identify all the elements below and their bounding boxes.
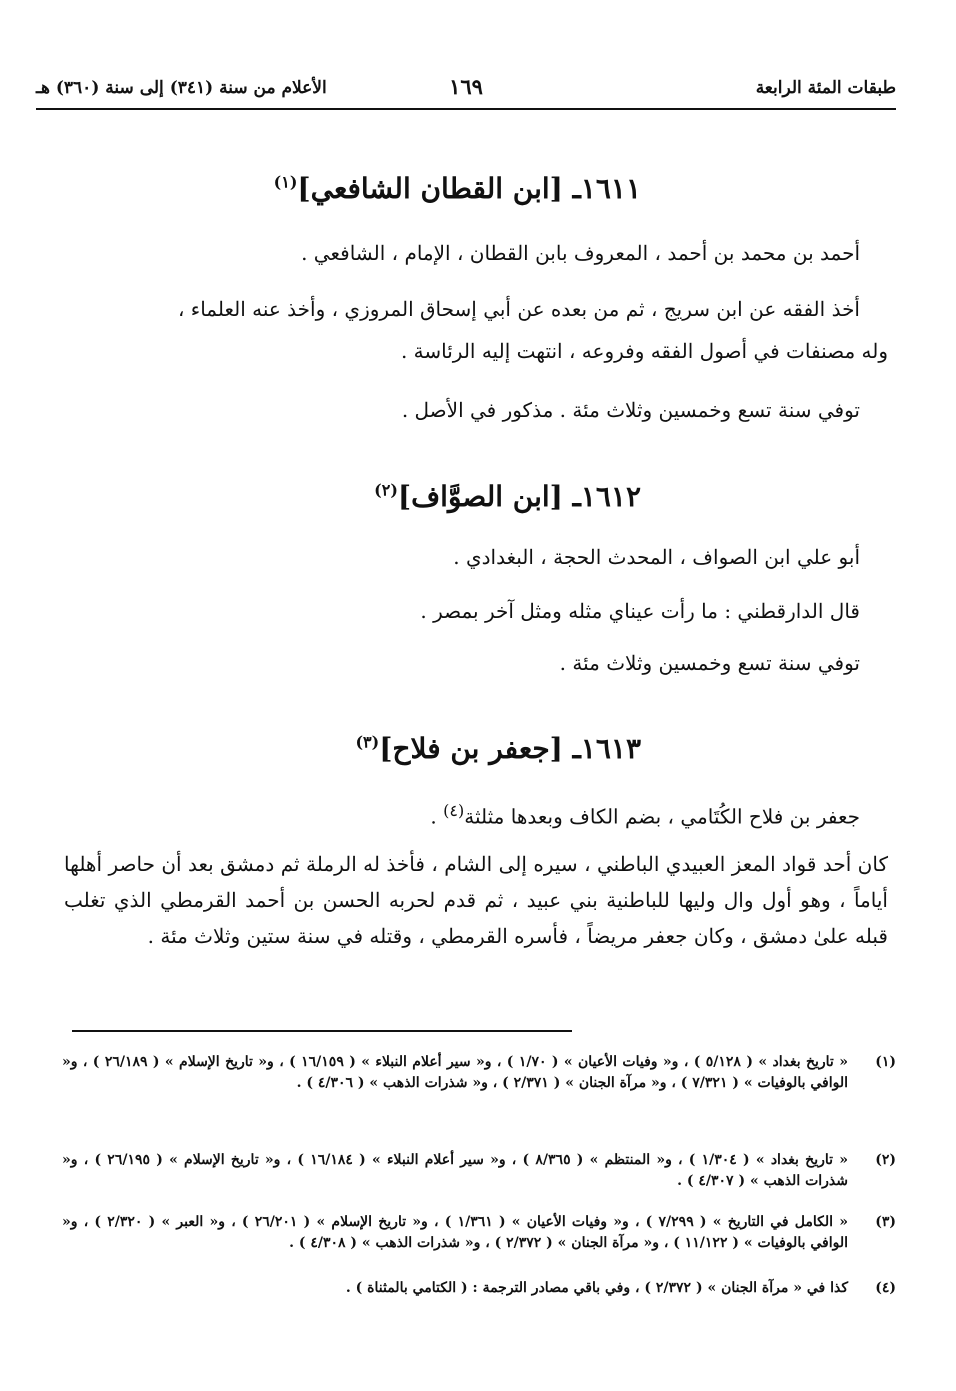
footnote — [62, 1278, 896, 1299]
header-rule — [36, 108, 896, 110]
footnote — [62, 1212, 896, 1254]
entry-title-text: ١٦١٢ـ [ابن الصوَّاف] — [397, 480, 641, 513]
entry-title-text: ١٦١٣ـ [جعفر بن فلاح] — [379, 732, 641, 765]
footnote-number: (٣) — [875, 1214, 896, 1230]
footnote-number: (١) — [875, 1054, 896, 1070]
footnote-number: (٢) — [875, 1152, 896, 1168]
footnote-ref: (٤) — [443, 801, 465, 820]
entry-line: وله مصنفات في أصول الفقه وفروعه ، انتهت إليه الرئاسة . — [400, 339, 888, 363]
entry-line: توفي سنة تسع وخمسين وثلاث مئة . مذكور في الأصل . — [401, 398, 860, 422]
footnote-text: « الكامل في التاريخ » ( ٧/٢٩٩ ) ، و« وفيات الأعيان » ( ١/٣٦١ ) ، و« تاريخ الإسلام » ( ٢٦/٢٠١ ) ، و« العبر » ( ٢/٣٢٠ ) ، و« الوافي بالوفيات » ( ١١/١٢٢ ) ، و« مرآة الجنان » ( ٢/٣٧٢ ) ، و« شذرات الذهب » ( ٤/٣٠٨ ) . — [62, 1214, 848, 1251]
entry-line: أخذ الفقه عن ابن سريج ، ثم من بعده عن أبي إسحاق المروزي ، وأخذ عنه العلماء ، — [177, 297, 860, 321]
footnote-rule — [72, 1030, 572, 1032]
entry-title — [274, 172, 641, 205]
footnote — [62, 1052, 896, 1094]
running-title-right: طبقات المئة الرابعة — [755, 78, 896, 98]
entry-line — [90, 796, 860, 832]
entry-line: أحمد بن محمد بن أحمد ، المعروف بابن القطان ، الإمام ، الشافعي . — [301, 241, 860, 265]
entry-line: أبو علي ابن الصواف ، المحدث الحجة ، البغدادي . — [453, 545, 860, 569]
entry-line: توفي سنة تسع وخمسين وثلاث مئة . — [559, 651, 860, 675]
footnote-ref: (١) — [273, 172, 298, 192]
footnote-ref: (٣) — [355, 732, 380, 752]
entry-line: قال الدارقطني : ما رأت عيناي مثله ومثل آخر بمصر . — [420, 599, 860, 623]
entry-paragraph: كان أحد قواد المعز العبيدي الباطني ، سيره إلى الشام ، فأخذ له الرملة ثم دمشق بعد أن حاصر أهلها أياماً ، وهو أول وال وليها للباطنية بني عبيد ، ثم قدم لحربه الحسن بن أحمد القرمطي الذي تغلب قبله علىٰ دمشق ، وكان جعفر مريضاً ، فأسره القرمطي ، وقتله في سنة ستين وثلاث مئة . — [64, 852, 888, 948]
entry-line-end: . — [430, 804, 444, 829]
entry-title — [374, 480, 641, 513]
footnote-text: « تاريخ بغداد » ( ١/٣٠٤ ) ، و« المنتظم » ( ٨/٣٦٥ ) ، و« سير أعلام النبلاء » ( ١٦/١٨٤ ) ، و« تاريخ الإسلام » ( ٢٦/١٩٥ ) ، و« شذرات الذهب » ( ٤/٣٠٧ ) . — [62, 1152, 848, 1189]
running-header — [36, 70, 896, 110]
footnote — [62, 1150, 896, 1192]
entry-line-text: جعفر بن فلاح الكُتَامي ، بضم الكاف وبعدها مثلثة — [464, 804, 860, 829]
footnote-text: « تاريخ بغداد » ( ٥/١٢٨ ) ، و« وفيات الأعيان » ( ١/٧٠ ) ، و« سير أعلام النبلاء » ( ١٦/١٥٩ ) ، و« تاريخ الإسلام » ( ٢٦/١٨٩ ) ، و« الوافي بالوفيات » ( ٧/٣٢١ ) ، و« مرآة الجنان » ( ٢/٣٧١ ) ، و« شذرات الذهب » ( ٤/٣٠٦ ) . — [62, 1054, 848, 1091]
footnote-ref: (٢) — [374, 480, 398, 500]
entry-title — [355, 732, 641, 765]
footnote-text: كذا في « مرآة الجنان » ( ٢/٣٧٢ ) ، وفي باقي مصادر الترجمة : ( الكتامي بالمثناة ) . — [345, 1280, 848, 1296]
page-number: ١٦٩ — [449, 74, 483, 99]
running-title-left: الأعلام من سنة (٣٤١) إلى سنة (٣٦٠) هـ — [36, 78, 327, 98]
entry-title-text: ١٦١١ـ [ابن القطان الشافعي] — [297, 172, 641, 205]
footnote-number: (٤) — [875, 1280, 896, 1296]
